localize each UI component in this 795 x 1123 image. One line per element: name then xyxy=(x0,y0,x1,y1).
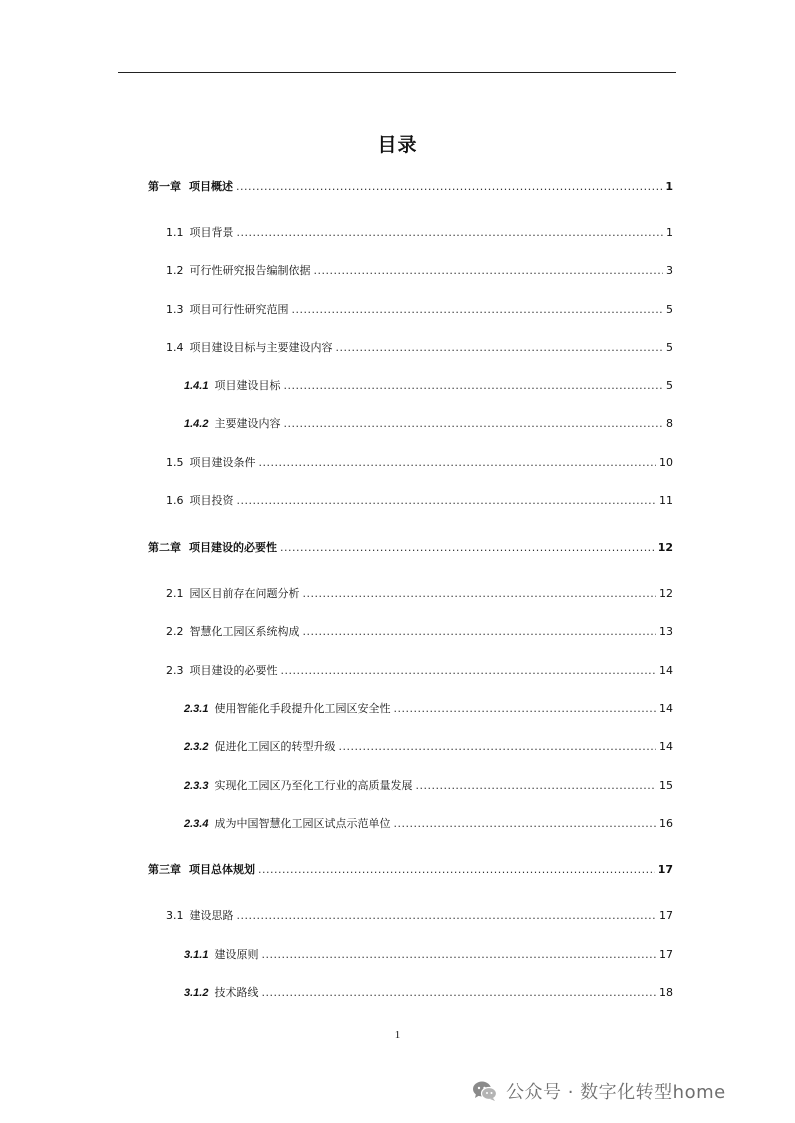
toc-entry-page: 15 xyxy=(659,779,673,792)
toc-entry-page: 17 xyxy=(659,909,673,922)
toc-entry-page: 10 xyxy=(659,456,673,469)
toc-entry[interactable] xyxy=(166,339,673,355)
dot-leader xyxy=(283,417,663,430)
toc-entry-number: 2.3 xyxy=(166,664,184,677)
page-title: 目录 xyxy=(377,134,418,156)
dot-leader xyxy=(336,341,664,354)
toc-entry-page: 14 xyxy=(659,664,673,677)
toc-entry-number: 3.1 xyxy=(166,909,184,922)
wechat-icon xyxy=(472,1080,498,1102)
toc-entry-label: 项目建设目标与主要建设内容 xyxy=(189,341,333,354)
toc-entry-page: 8 xyxy=(666,417,673,430)
toc-entry[interactable] xyxy=(148,178,673,194)
watermark-text: 公众号 · 数字化转型home xyxy=(506,1082,726,1103)
toc-entry-label: 成为中国智慧化工园区试点示范单位 xyxy=(214,817,391,830)
toc-entry-page: 11 xyxy=(659,494,673,507)
dot-leader xyxy=(237,226,664,239)
toc-entry-label: 项目背景 xyxy=(189,226,234,239)
toc-entry-page: 17 xyxy=(659,948,673,961)
toc-entry[interactable] xyxy=(184,738,673,754)
toc-entry-page: 1 xyxy=(665,180,673,193)
toc-entry-number: 1.4.2 xyxy=(184,418,209,430)
dot-leader xyxy=(280,541,655,554)
toc-entry-page: 18 xyxy=(659,986,673,999)
dot-leader xyxy=(259,456,657,469)
toc-entry-label: 项目建设的必要性 xyxy=(189,664,278,677)
dot-leader xyxy=(258,863,655,876)
dot-leader xyxy=(314,264,664,277)
toc-entry-page: 14 xyxy=(659,740,673,753)
toc-entry-label: 促进化工园区的转型升级 xyxy=(214,740,336,753)
toc-entry-label: 使用智能化手段提升化工园区安全性 xyxy=(214,702,391,715)
dot-leader xyxy=(303,587,657,600)
toc-entry-page: 5 xyxy=(666,341,673,354)
watermark xyxy=(472,1077,726,1105)
toc-entry-page: 1 xyxy=(666,226,673,239)
toc-entry-page: 3 xyxy=(666,264,673,277)
header-rule xyxy=(118,72,676,73)
toc-entry-label: 建设思路 xyxy=(189,909,234,922)
toc-entry-label: 主要建设内容 xyxy=(214,417,281,430)
toc-entry-page: 13 xyxy=(659,625,673,638)
toc-entry-label: 园区目前存在问题分析 xyxy=(189,587,300,600)
toc-entry-page: 17 xyxy=(657,863,673,876)
toc-entry-number: 第二章 xyxy=(148,541,181,554)
toc-entry-number: 3.1.2 xyxy=(184,987,209,999)
toc-entry-page: 5 xyxy=(666,303,673,316)
toc-entry[interactable] xyxy=(166,224,673,240)
toc-entry-number: 第一章 xyxy=(148,180,181,193)
toc-entry[interactable] xyxy=(166,623,673,639)
toc-entry[interactable] xyxy=(184,984,673,1000)
toc-entry-number: 第三章 xyxy=(148,863,181,876)
dot-leader xyxy=(415,779,656,792)
toc-entry[interactable] xyxy=(184,815,673,831)
dot-leader xyxy=(261,986,656,999)
dot-leader xyxy=(303,625,657,638)
toc-entry[interactable] xyxy=(166,585,673,601)
toc-entry[interactable] xyxy=(184,777,673,793)
toc-entry-page: 16 xyxy=(659,817,673,830)
dot-leader xyxy=(236,180,662,193)
toc-entry-label: 可行性研究报告编制依据 xyxy=(189,264,311,277)
toc-entry[interactable] xyxy=(184,946,673,962)
toc-entry-label: 项目投资 xyxy=(189,494,234,507)
toc-entry-number: 2.3.1 xyxy=(184,703,209,715)
dot-leader xyxy=(292,303,664,316)
toc-entry[interactable] xyxy=(166,454,673,470)
toc-entry[interactable] xyxy=(148,539,673,555)
toc-entry-number: 1.2 xyxy=(166,264,184,277)
toc-entry-number: 1.3 xyxy=(166,303,184,316)
toc-entry-number: 3.1.1 xyxy=(184,949,209,961)
dot-leader xyxy=(283,379,663,392)
toc-entry-number: 1.5 xyxy=(166,456,184,469)
toc-entry-number: 1.4.1 xyxy=(184,380,209,392)
toc-entry-page: 12 xyxy=(659,587,673,600)
toc-entry-number: 2.1 xyxy=(166,587,184,600)
toc-entry[interactable] xyxy=(148,861,673,877)
toc-entry-number: 1.6 xyxy=(166,494,184,507)
dot-leader xyxy=(281,664,657,677)
toc-entry[interactable] xyxy=(184,700,673,716)
toc-entry-label: 技术路线 xyxy=(214,986,259,999)
toc-entry-label: 实现化工园区乃至化工行业的高质量发展 xyxy=(214,779,413,792)
toc-entry[interactable] xyxy=(166,907,673,923)
toc-entry[interactable] xyxy=(166,492,673,508)
toc-entry-number: 2.2 xyxy=(166,625,184,638)
toc-entry-label: 项目建设目标 xyxy=(214,379,281,392)
toc-entry-number: 2.3.4 xyxy=(184,818,209,830)
toc-entry[interactable] xyxy=(184,377,673,393)
toc-entry[interactable] xyxy=(166,662,673,678)
toc-entry-label: 建设原则 xyxy=(214,948,259,961)
toc-entry-number: 2.3.3 xyxy=(184,780,209,792)
toc-entry-label: 项目可行性研究范围 xyxy=(189,303,289,316)
dot-leader xyxy=(338,740,656,753)
dot-leader xyxy=(393,817,656,830)
toc-entry-label: 项目建设的必要性 xyxy=(189,541,277,554)
toc-entry-number: 2.3.2 xyxy=(184,741,209,753)
toc-entry-label: 项目概述 xyxy=(189,180,233,193)
toc-entry-label: 项目总体规划 xyxy=(189,863,255,876)
dot-leader xyxy=(237,909,657,922)
toc-entry-label: 智慧化工园区系统构成 xyxy=(189,625,300,638)
dot-leader xyxy=(261,948,656,961)
toc-entry-number: 1.4 xyxy=(166,341,184,354)
dot-leader xyxy=(237,494,657,507)
toc-entry-label: 项目建设条件 xyxy=(189,456,256,469)
toc-entry-page: 5 xyxy=(666,379,673,392)
toc-entry[interactable] xyxy=(166,301,673,317)
dot-leader xyxy=(393,702,656,715)
page-number: 1 xyxy=(394,1029,401,1041)
toc-entry[interactable] xyxy=(184,415,673,431)
toc-entry-number: 1.1 xyxy=(166,226,184,239)
toc-entry-page: 12 xyxy=(657,541,673,554)
toc-entry[interactable] xyxy=(166,262,673,278)
toc-entry-page: 14 xyxy=(659,702,673,715)
